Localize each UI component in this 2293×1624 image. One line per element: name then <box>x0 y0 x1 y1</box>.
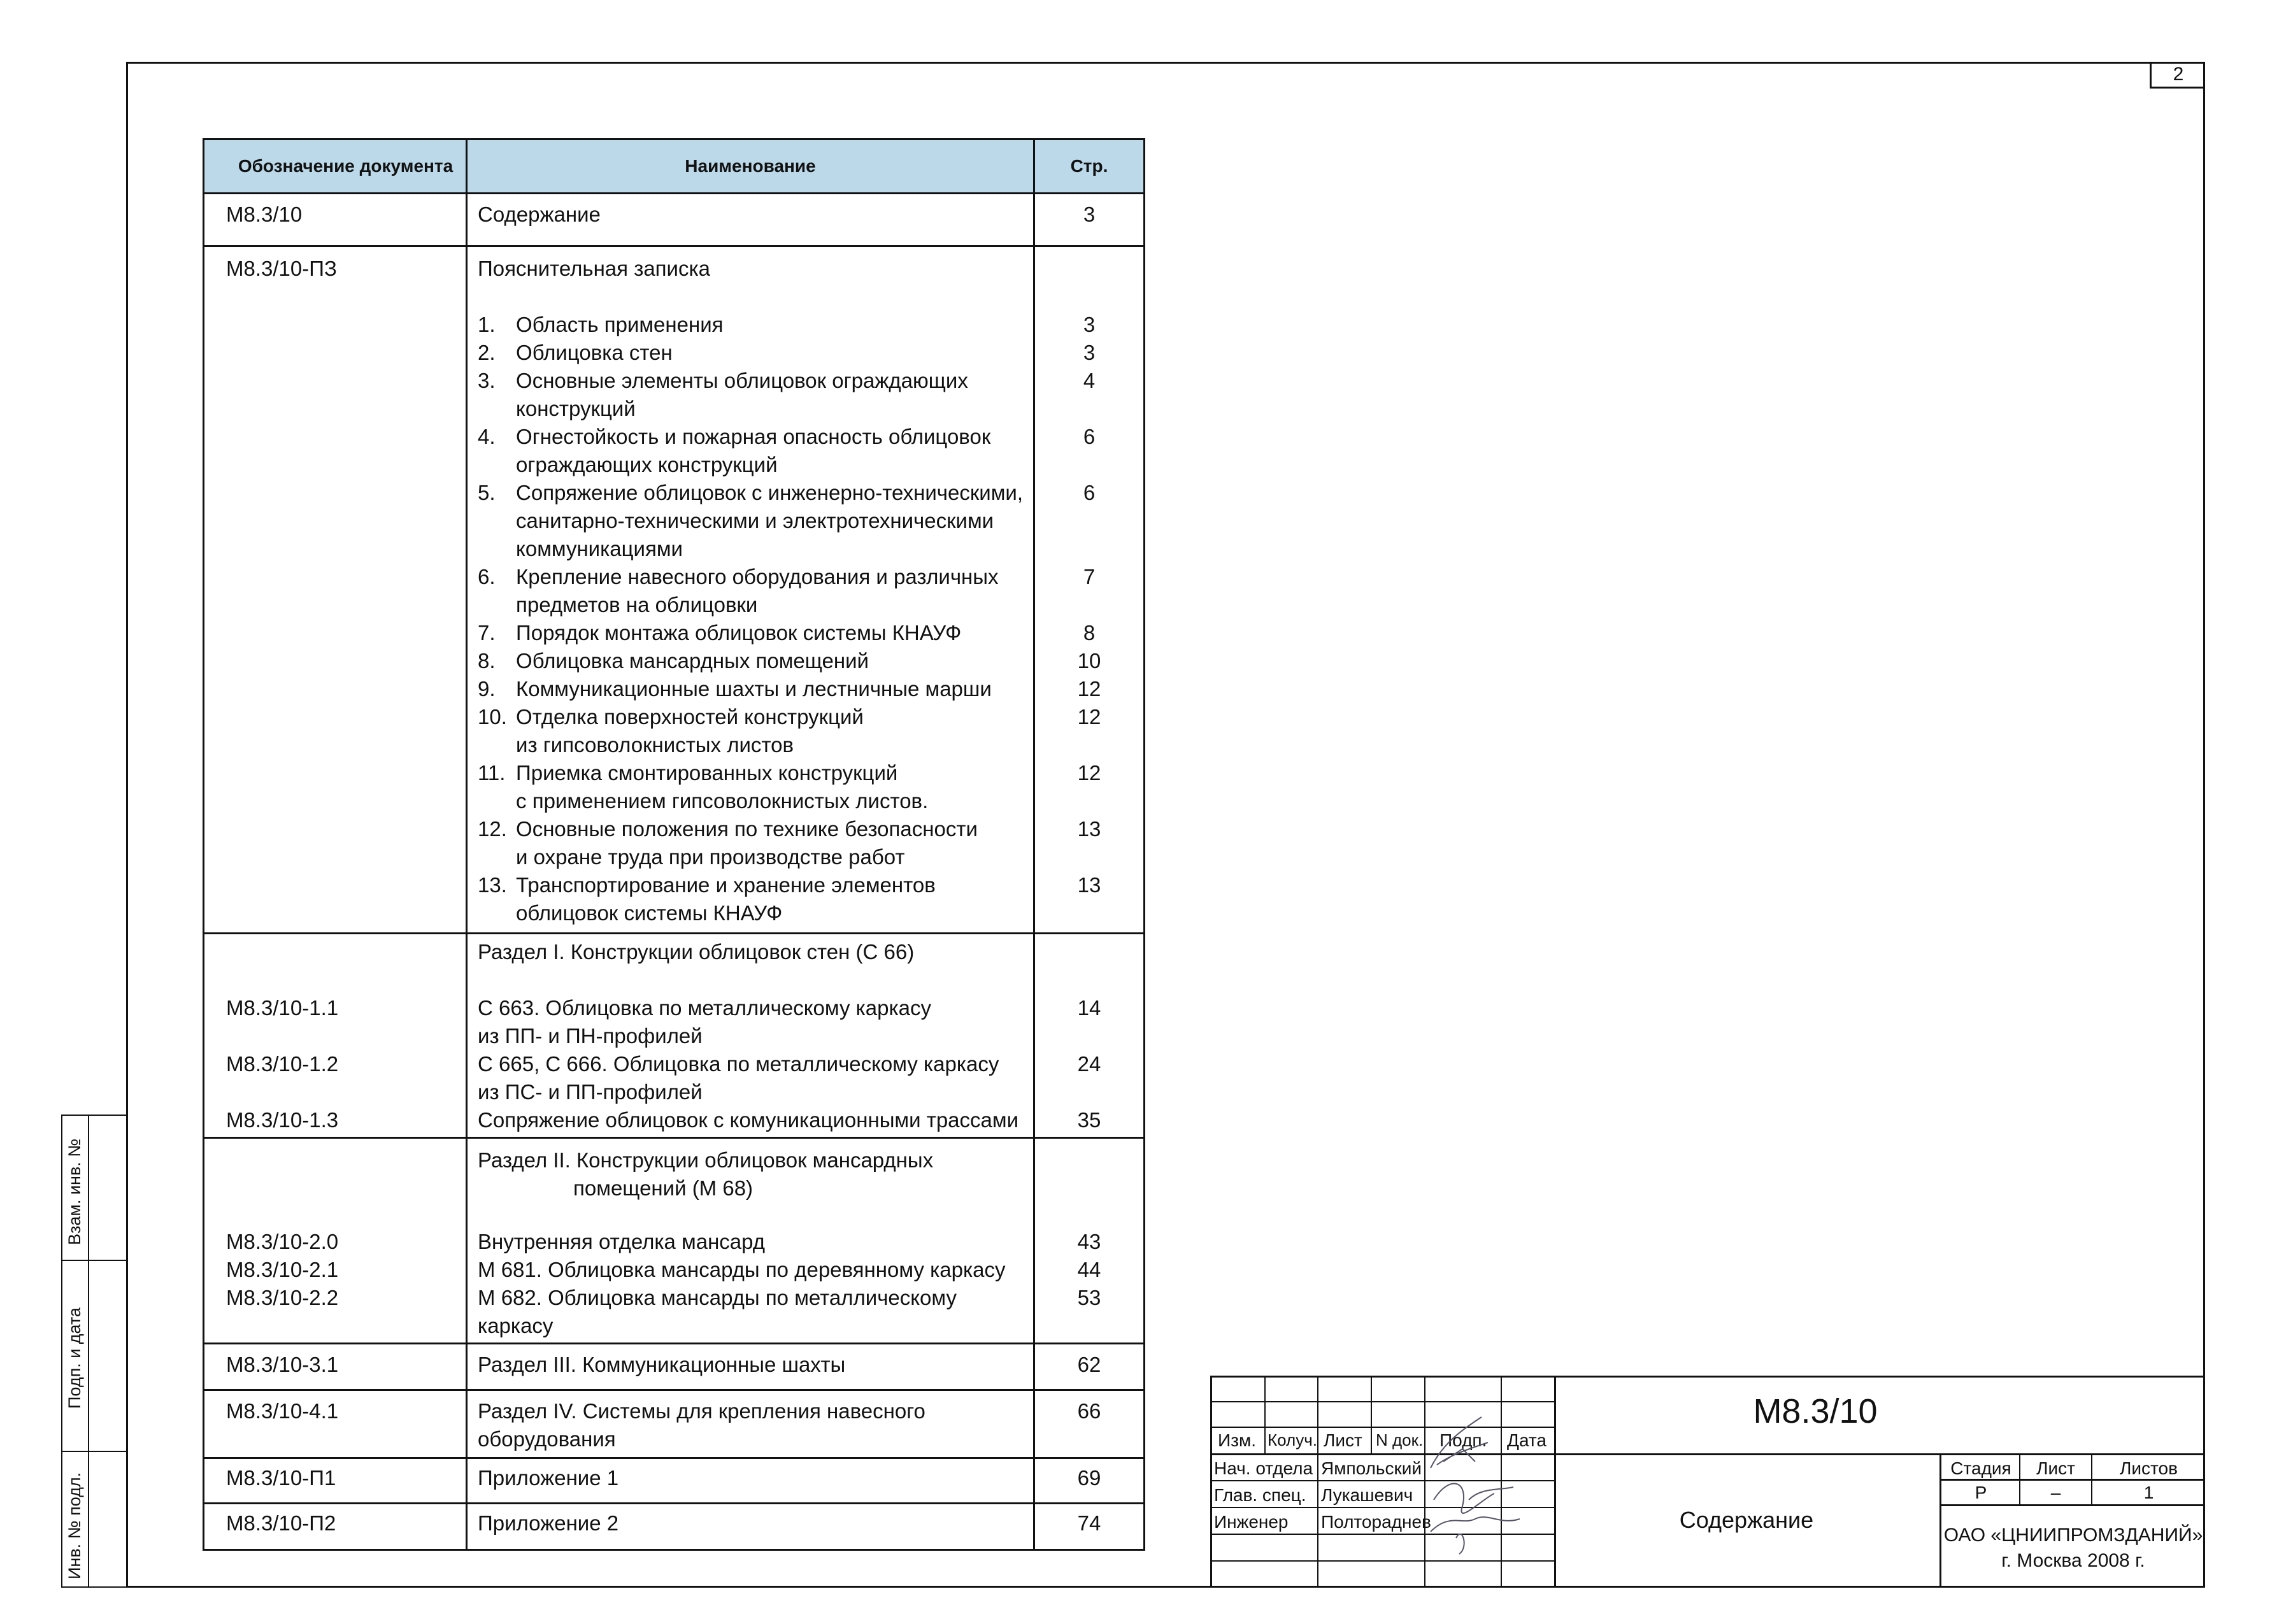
col-list: Лист <box>1324 1430 1362 1450</box>
doc-cell: М8.3/10 <box>204 194 467 246</box>
page-cell: 69 <box>1034 1458 1145 1504</box>
table-header-row <box>204 139 1145 194</box>
person-name: Ямпольский <box>1321 1458 1422 1478</box>
name-cell: Раздел III. Коммуникационные шахты <box>467 1344 1034 1390</box>
margin-label-vzam: Взам. инв. № <box>65 1138 84 1245</box>
name-cell: Раздел IV. Системы для крепления навесного оборудования <box>467 1390 1034 1458</box>
organization-city-year: г. Москва 2008 г. <box>2001 1550 2145 1571</box>
table-row <box>204 1390 1145 1458</box>
table-row <box>204 1138 1145 1344</box>
document-name: Содержание <box>1679 1507 1814 1533</box>
table-row <box>204 246 1145 934</box>
page-cell: 14 24 35 <box>1034 934 1145 1138</box>
sheets-value: 1 <box>2143 1483 2154 1502</box>
table-row <box>204 194 1145 246</box>
person-name: Полтораднев <box>1321 1512 1431 1532</box>
stage-header: Стадия <box>1950 1458 2011 1478</box>
col-kol: Колуч. <box>1268 1430 1317 1449</box>
page-cell: 43 44 53 <box>1034 1138 1145 1344</box>
col-izm: Изм. <box>1218 1430 1256 1450</box>
sheets-header: Листов <box>2120 1458 2178 1478</box>
section-title: Раздел II. Конструкции облицовок мансардных <box>478 1148 934 1172</box>
section-title: Раздел I. Конструкции облицовок стен (С 66) <box>478 940 915 964</box>
col-ndok: N док. <box>1376 1430 1424 1449</box>
table-row <box>204 1504 1145 1550</box>
role-label: Глав. спец. <box>1214 1485 1306 1505</box>
doc-cell: М8.3/10-П2 <box>204 1504 467 1550</box>
doc-cell: М8.3/10-1.1 М8.3/10-1.2 М8.3/10-1.3 <box>204 934 467 1138</box>
margin-label-inv: Инв. № подл. <box>65 1472 84 1579</box>
col-podp: Подп. <box>1439 1430 1487 1450</box>
doc-cell: М8.3/10-3.1 <box>204 1344 467 1390</box>
doc-cell: М8.3/10-4.1 <box>204 1390 467 1458</box>
contents-table <box>203 138 1145 1551</box>
page-cell: 74 <box>1034 1504 1145 1550</box>
doc-cell: М8.3/10-2.0 М8.3/10-2.1 М8.3/10-2.2 <box>204 1138 467 1344</box>
sheet-value: – <box>2050 1483 2061 1502</box>
doc-cell: М8.3/10-П1 <box>204 1458 467 1504</box>
stage-value: Р <box>1975 1483 1987 1502</box>
table-row <box>204 1458 1145 1504</box>
page-cell: 3 3 4 6 6 7 8 10 12 12 12 13 13 <box>1034 246 1145 934</box>
role-label: Инженер <box>1214 1512 1289 1532</box>
margin-label-podp: Подп. и дата <box>65 1307 84 1409</box>
page-cell: 3 <box>1034 194 1145 246</box>
col-data: Дата <box>1507 1430 1547 1450</box>
table-row <box>204 1344 1145 1390</box>
table-row <box>204 934 1145 1138</box>
sheet-header: Лист <box>2036 1458 2075 1478</box>
name-cell: Содержание <box>467 194 1034 246</box>
header-doc: Обозначение документа <box>204 139 467 194</box>
sheet-number: 2 <box>2150 62 2205 89</box>
signature-marks <box>1424 1404 1526 1557</box>
header-page: Стр. <box>1034 139 1145 194</box>
page-cell: 62 <box>1034 1344 1145 1390</box>
role-label: Нач. отдела <box>1214 1458 1313 1478</box>
name-cell: Пояснительная записка 1. Область применения 2. Облицовка стен 3. Основные элементы облицовок ограждающих конструкций 4. Огнестойкость и пожарная опасность облицовок ограждающих конструкций 5. Сопряжение облицовок с инженерно-техническими, санитарно-техническими и электротехническими коммуникациями 6. Крепление навесного оборудования и различных предметов на облицовки 7. Порядок монтажа облицовок системы КНАУФ 8. Облицовка мансардных помещений 9. Коммуникационные шахты и лестничные марши 10. Отделка поверхностей конструкций из гипсоволокнистых листов 11. Приемка смонтированных конструкций с применением гипсоволокнистых листов. 12. Основные положения по технике безопасности и охране труда при производстве работ 13. Транспортирование и хранение элементов облицовок системы КНАУФ <box>467 246 1034 934</box>
organization: ОАО «ЦНИИПРОМЗДАНИЙ» <box>1943 1525 2203 1546</box>
person-name: Лукашевич <box>1321 1485 1413 1505</box>
header-name: Наименование <box>467 139 1034 194</box>
name-cell: Приложение 2 <box>467 1504 1034 1550</box>
name-cell: Раздел II. Конструкции облицовок мансардных помещений (М 68) Внутренняя отделка мансард М 681. Облицовка мансарды по деревянному каркасу М 682. Облицовка мансарды по металлическому каркасу <box>467 1138 1034 1344</box>
document-code: М8.3/10 <box>1753 1392 1878 1430</box>
section-title: Пояснительная записка <box>478 257 710 280</box>
name-cell: Приложение 1 <box>467 1458 1034 1504</box>
page-cell: 66 <box>1034 1390 1145 1458</box>
name-cell: Раздел I. Конструкции облицовок стен (С 66) С 663. Облицовка по металлическому каркасу из ПП- и ПН-профилей С 665, С 666. Облицовка по металлическому каркасу из ПС- и ПП-профилей Сопряжение облицовок с комуникационными трассами <box>467 934 1034 1138</box>
doc-cell: М8.3/10-ПЗ <box>204 246 467 934</box>
